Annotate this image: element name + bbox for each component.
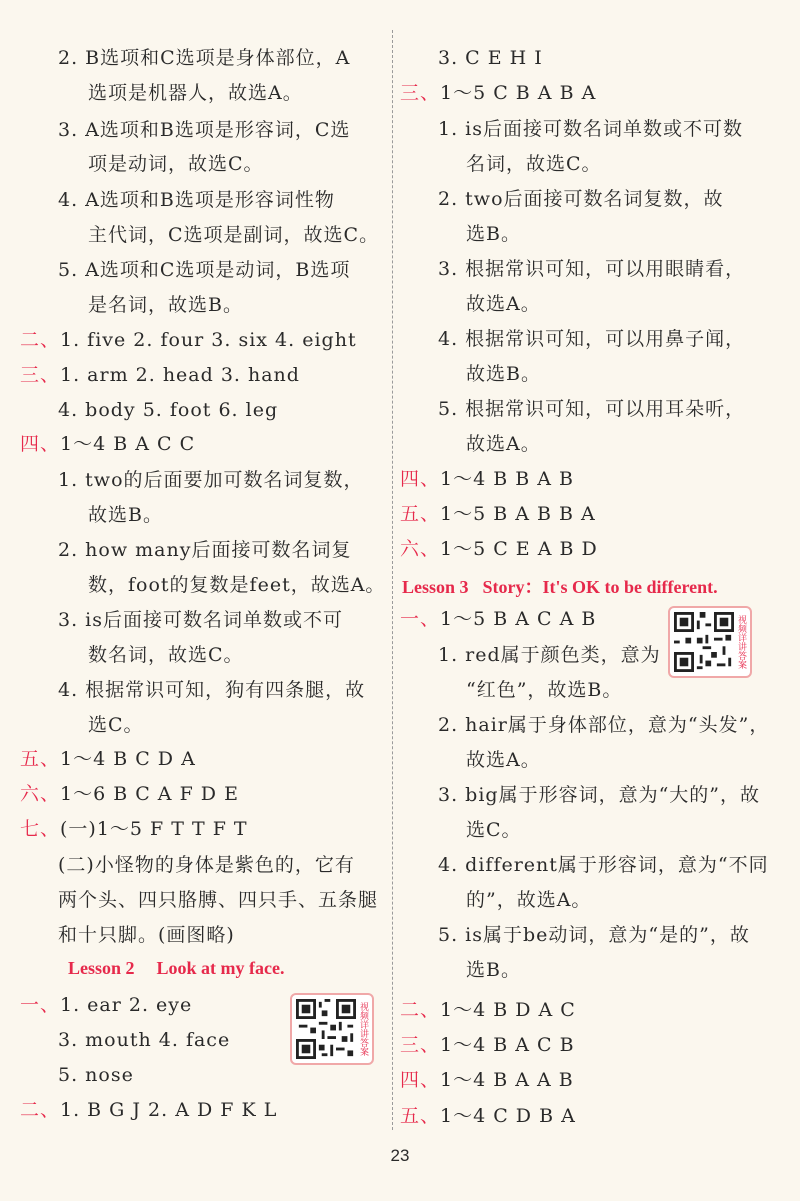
section-marker: 七、 [20, 818, 61, 840]
section-marker: 三、 [400, 82, 441, 104]
lesson-title: Story：It's OK to be different. [482, 577, 718, 597]
qr-code-lesson-2[interactable] [290, 993, 374, 1065]
answer-line: 1. is后面接可数名词单数或不可数 [438, 118, 743, 140]
section-5: 五、1～4 B C D A [20, 748, 196, 770]
lesson3-section-3: 三、1～4 B A C B [400, 1034, 575, 1056]
section-3: 三、1. arm 2. head 3. hand [20, 364, 300, 386]
answer-line: 故选B。 [88, 504, 163, 526]
answer-line: 两个头、四只胳膊、四只手、五条腿 [58, 889, 379, 911]
answer-line: 4. 根据常识可知，狗有四条腿，故 [58, 679, 366, 701]
answer-line: 4. 根据常识可知，可以用鼻子闻， [438, 328, 746, 350]
page-number: 23 [390, 1146, 410, 1165]
section-2: 二、1. five 2. four 3. six 4. eight [20, 329, 357, 351]
answer-line: 2. two后面接可数名词复数，故 [438, 188, 724, 210]
section-marker: 五、 [20, 748, 61, 770]
answer-line: 3. big属于形容词，意为“大的”，故 [438, 784, 760, 806]
section-marker: 三、 [400, 1034, 441, 1056]
answer-line: 1. two的后面要加可数名词复数， [58, 469, 364, 491]
answer-line: 名词，故选C。 [466, 153, 602, 175]
lesson-title: Look at my face. [156, 958, 285, 978]
answer-line: 2. how many后面接可数名词复 [58, 539, 352, 561]
lesson-2-heading [68, 958, 285, 979]
answer-line: 故选B。 [466, 363, 541, 385]
answer-line: 1. red属于颜色类，意为 [438, 644, 661, 666]
answer-line: 主代词，C选项是副词，故选C。 [88, 224, 380, 246]
section-5: 五、1～5 B A B B A [400, 503, 596, 525]
answer-line: 3. A选项和B选项是形容词，C选 [58, 119, 351, 141]
answer-line: 2. hair属于身体部位，意为“头发”， [438, 714, 770, 736]
section-7: 七、(一)1～5 F T T F T [20, 818, 248, 840]
section-marker: 一、 [20, 994, 61, 1016]
section-marker: 二、 [400, 999, 441, 1021]
lesson3-section-2: 二、1～4 B D A C [400, 999, 576, 1021]
answer-line: 3. mouth 4. face [58, 1029, 231, 1051]
answer-line: 4. different属于形容词，意为“不同 [438, 854, 769, 876]
lesson2-section-2: 二、1. B G J 2. A D F K L [20, 1099, 278, 1121]
answer-line: 故选A。 [466, 293, 541, 315]
section-marker: 二、 [20, 1099, 61, 1121]
answer-line: 和十只脚。(画图略) [58, 924, 235, 946]
answer-line: 数名词，故选C。 [88, 644, 244, 666]
qr-label: 视频详讲答案 [736, 615, 746, 669]
answer-line: 数，foot的复数是feet，故选A。 [88, 574, 386, 596]
answer-line: 是名词，故选B。 [88, 294, 243, 316]
section-marker: 四、 [400, 468, 441, 490]
answer-line: 4. body 5. foot 6. leg [58, 399, 279, 421]
section-marker: 五、 [400, 1105, 441, 1127]
section-marker: 四、 [400, 1069, 441, 1091]
lesson3-section-4: 四、1～4 B A A B [400, 1069, 574, 1091]
answer-line: “红色”，故选B。 [466, 679, 623, 701]
lesson3-section-5: 五、1～4 C D B A [400, 1105, 576, 1127]
section-marker: 五、 [400, 503, 441, 525]
section-marker: 六、 [20, 783, 61, 805]
section-marker: 二、 [20, 329, 61, 351]
qr-code-lesson-3[interactable] [668, 606, 752, 678]
qr-code-icon [674, 612, 734, 672]
answer-line: 5. A选项和C选项是动词，B选项 [58, 259, 351, 281]
answer-line: 5. nose [58, 1064, 134, 1086]
lesson-number: Lesson 3 [402, 577, 469, 597]
answer-line: 项是动词，故选C。 [88, 153, 264, 175]
answer-line: 3. C E H I [438, 47, 543, 69]
section-marker: 三、 [20, 364, 61, 386]
section-marker: 一、 [400, 608, 441, 630]
answer-line: (二)小怪物的身体是紫色的，它有 [58, 854, 355, 876]
answer-line: 选C。 [466, 819, 522, 841]
qr-code-icon [296, 999, 356, 1059]
column-divider [392, 30, 393, 1130]
section-4: 四、1～4 B A C C [20, 433, 196, 455]
answer-line: 3. 根据常识可知，可以用眼睛看， [438, 258, 746, 280]
lesson2-section-1: 一、1. ear 2. eye [20, 994, 193, 1016]
answer-line: 5. 根据常识可知，可以用耳朵听， [438, 398, 746, 420]
answer-line: 3. is后面接可数名词单数或不可 [58, 609, 343, 631]
answer-line: 选项是机器人，故选A。 [88, 82, 303, 104]
answer-line: 4. A选项和B选项是形容词性物 [58, 189, 335, 211]
section-3: 三、1～5 C B A B A [400, 82, 597, 104]
lesson-number: Lesson 2 [68, 958, 135, 978]
lesson-3-heading [402, 573, 718, 599]
section-6: 六、1～6 B C A F D E [20, 783, 239, 805]
answer-line: 选C。 [88, 714, 144, 736]
answer-line: 选B。 [466, 223, 521, 245]
answer-line: 选B。 [466, 959, 521, 981]
section-4: 四、1～4 B B A B [400, 468, 574, 490]
answer-line: 5. is属于be动词，意为“是的”，故 [438, 924, 750, 946]
answer-line: 故选A。 [466, 433, 541, 455]
answer-line: 2. B选项和C选项是身体部位，A [58, 47, 351, 69]
lesson3-section-1: 一、1～5 B A C A B [400, 608, 597, 630]
answer-line: 故选A。 [466, 749, 541, 771]
qr-label: 视频详讲答案 [358, 1002, 368, 1056]
section-marker: 四、 [20, 433, 61, 455]
answer-line: 的”，故选A。 [466, 889, 592, 911]
section-marker: 六、 [400, 538, 441, 560]
section-6: 六、1～5 C E A B D [400, 538, 598, 560]
